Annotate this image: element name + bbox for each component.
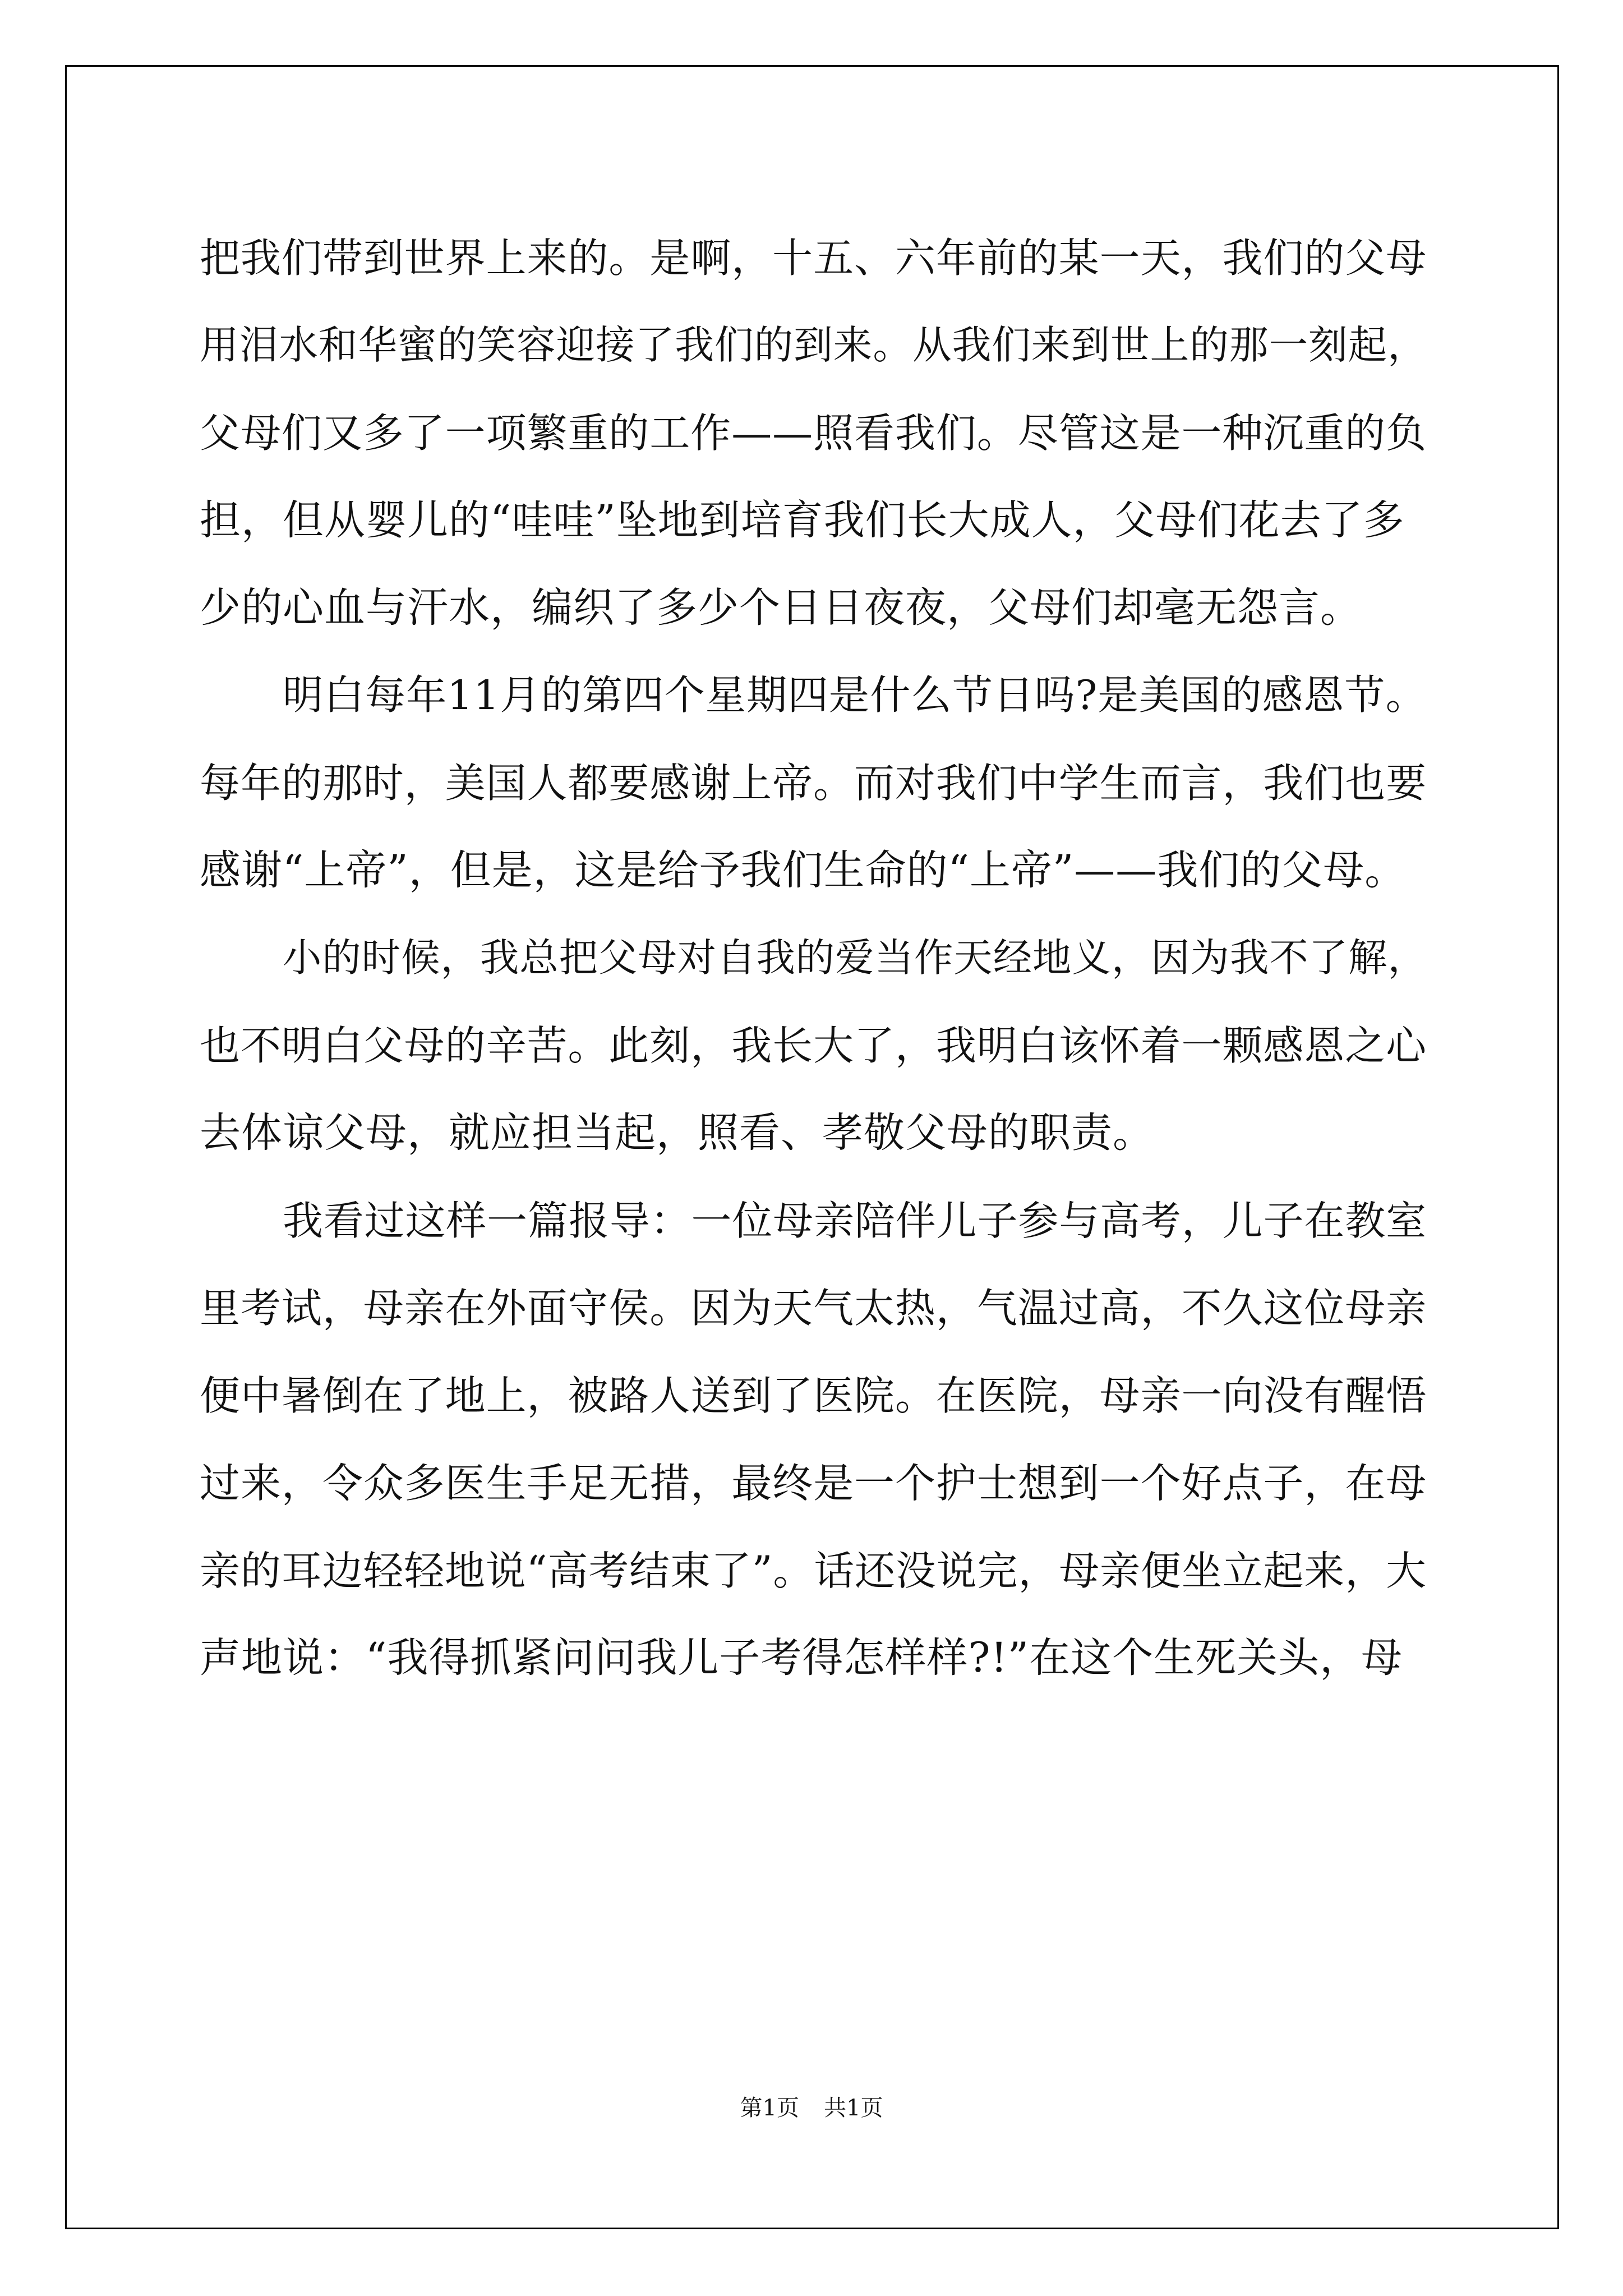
text-line: 感谢“上帝”，但是，这是给予我们生命的“上帝”——我们的父母。 bbox=[200, 846, 1407, 894]
text-line: 亲的耳边轻轻地说“高考结束了”。话还没说完，母亲便坐立起来，大 bbox=[200, 1547, 1427, 1594]
text-line: 便中暑倒在了地上，被路人送到了医院。在医院，母亲一向没有醒悟 bbox=[200, 1372, 1427, 1419]
page-footer bbox=[0, 2090, 1623, 2122]
text-line: 每年的那时，美国人都要感谢上帝。而对我们中学生而言，我们也要 bbox=[200, 760, 1427, 807]
page-number: 第1页 bbox=[740, 2095, 799, 2121]
text-line: 少的心血与汗水，编织了多少个日日夜夜，父母们却毫无怨言。 bbox=[200, 584, 1362, 632]
text-line: 小的时候，我总把父母对自我的爱当作天经地义，因为我不了解， bbox=[283, 936, 1427, 981]
text-line: 里考试，母亲在外面守侯。因为天气太热，气温过高，不久这位母亲 bbox=[200, 1285, 1427, 1332]
text-line: 父母们又多了一项繁重的工作——照看我们。尽管这是一种沉重的负 bbox=[200, 409, 1427, 457]
text-line: 把我们带到世界上来的。是啊，十五、六年前的某一天，我们的父母 bbox=[200, 234, 1427, 282]
text-line: 也不明白父母的辛苦。此刻，我长大了，我明白该怀着一颗感恩之心 bbox=[200, 1022, 1427, 1069]
text-line: 声地说：“我得抓紧问问我儿子考得怎样样?!”在这个生死关头，母 bbox=[200, 1634, 1403, 1682]
document-body bbox=[200, 214, 1427, 1702]
page-total: 共1页 bbox=[824, 2095, 883, 2121]
text-line: 我看过这样一篇报导：一位母亲陪伴儿子参与高考，儿子在教室 bbox=[283, 1197, 1427, 1244]
text-line: 过来，令众多医生手足无措，最终是一个护士想到一个好点子，在母 bbox=[200, 1460, 1427, 1507]
text-line: 担，但从婴儿的“哇哇”坠地到培育我们长大成人，父母们花去了多 bbox=[200, 496, 1405, 544]
text-line: 用泪水和华蜜的笑容迎接了我们的到来。从我们来到世上的那一刻起， bbox=[200, 323, 1427, 368]
text-line: 去体谅父母，就应担当起，照看、孝敬父母的职责。 bbox=[200, 1109, 1154, 1157]
text-line: 明白每年11月的第四个星期四是什么节日吗?是美国的感恩节。 bbox=[283, 672, 1427, 719]
